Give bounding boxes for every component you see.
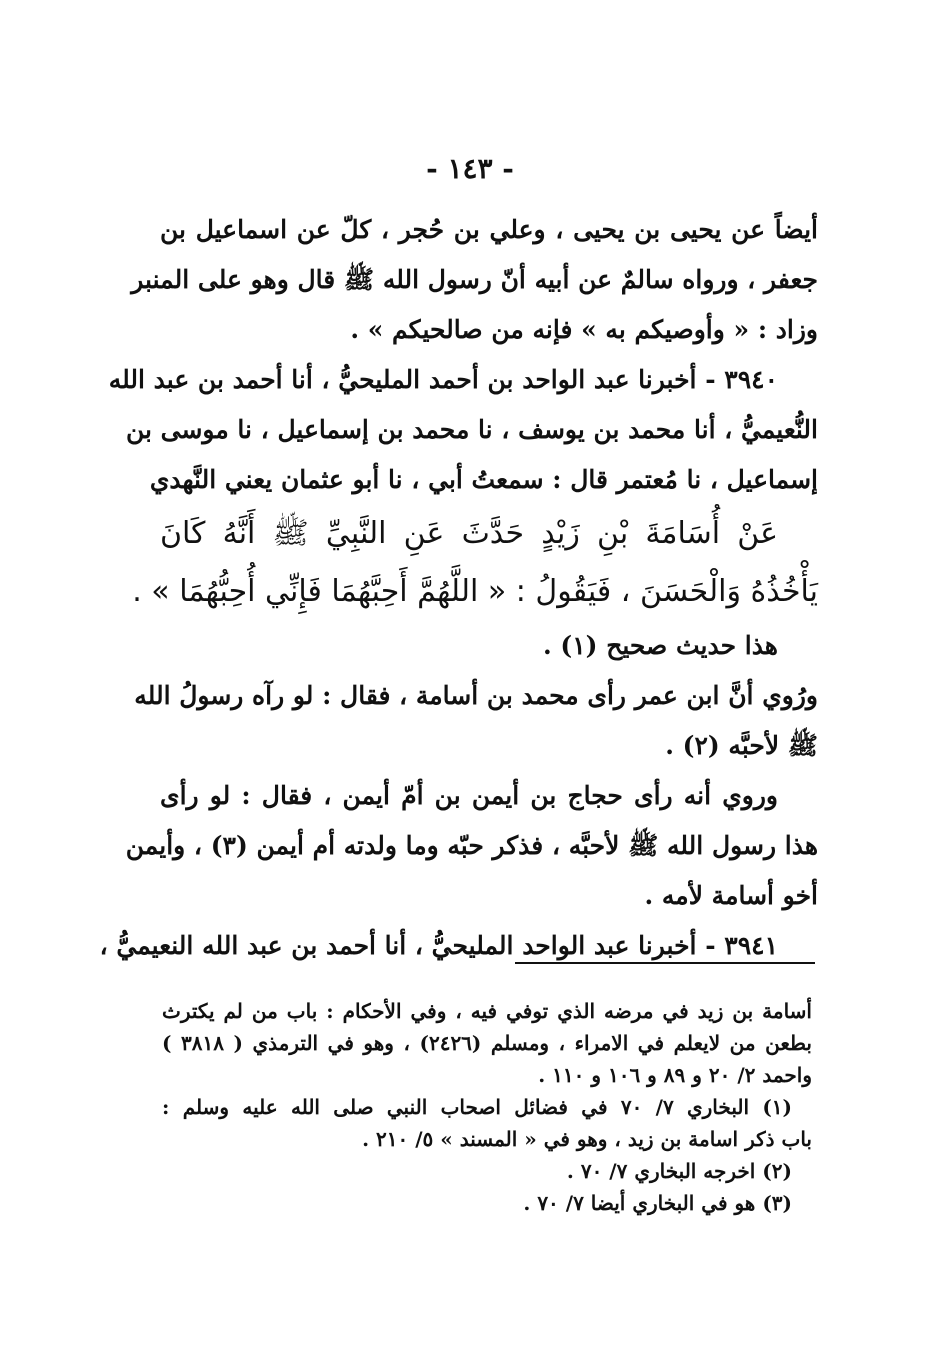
footnote-line: أسامة بن زيد في مرضه الذي توفي فيه ، وفي الأحكام : باب من لم يكترث — [162, 999, 812, 1023]
isnad-line: إسماعيل ، نا مُعتمر قال : سمعتُ أبي ، نا أبو عثمان يعني النَّهدي — [149, 465, 818, 494]
footnote-line: (١) البخاري ٧/ ٧٠ في فضائل اصحاب النبي صلى الله عليه وسلم : — [162, 1095, 792, 1119]
narration-line: ورُوي أنَّ ابن عمر رأى محمد بن أسامة ، فقال : لو رآه رسولُ الله — [134, 681, 818, 710]
footnotes — [162, 995, 812, 1219]
isnad-line: ٣٩٤٠ - أخبرنا عبد الواحد بن أحمد المليحيُّ ، أنا أحمد بن عبد الله — [108, 365, 778, 394]
page-number: - ١٤٣ - — [426, 152, 514, 185]
footnote-line: (٣) هو في البخاري أيضا ٧/ ٧٠ . — [523, 1191, 792, 1215]
text-line: وزاد : « وأوصيكم به » فإنه من صالحيكم » . — [350, 315, 818, 344]
main-text — [99, 205, 818, 971]
footnote-line: بطعن من لايعلم في الامراء ، ومسلم (٢٤٢٦) ، وهو في الترمذي ( ٣٨١٨ ) — [162, 1031, 812, 1055]
footnote-line: (٢) اخرجه البخاري ٧/ ٧٠ . — [566, 1159, 792, 1183]
narration-line: وروي أنه رأى حجاج بن أيمن بن أمّ أيمن ، فقال : لو رأى — [160, 781, 778, 810]
narration-line: ﷺ لأحبَّه (٢) . — [665, 731, 818, 760]
footnote-line: واحمد ٢/ ٢٠ و ٨٩ و ١٠٦ و ١١٠ . — [538, 1063, 812, 1087]
footnote-line: باب ذكر اسامة بن زيد ، وهو في « المسند » ٥/ ٢١٠ . — [362, 1127, 812, 1151]
footnote-divider — [515, 962, 815, 964]
isnad-line: ٣٩٤١ - أخبرنا عبد الواحد المليحيُّ ، أنا أحمد بن عبد الله النعيميُّ ، — [99, 931, 778, 960]
text-line: جعفر ، ورواه سالمٌ عن أبيه أنّ رسول الله ﷺ قال وهو على المنبر — [131, 265, 818, 294]
hadith-grade: هذا حديث صحيح (١) . — [542, 631, 778, 660]
narration-line: أخو أسامة لأمه . — [644, 881, 818, 910]
hadith-line: يَأْخُذُهُ وَالْحَسَنَ ، فَيَقُولُ : « اللَّهُمَّ أَحِبَّهُمَا فَإِنِّي أُحِبُّهُمَا » . — [132, 574, 818, 609]
isnad-line: النُّعيميُّ ، أنا محمد بن يوسف ، نا محمد بن إسماعيل ، نا موسى بن — [125, 415, 818, 444]
narration-line: هذا رسول الله ﷺ لأحبَّه ، فذكر حبّه وما ولدته أم أيمن (٣) ، وأيمن — [125, 831, 818, 860]
text-line: أيضاً عن يحيى بن يحيى ، وعلي بن حُجر ، كلّ عن اسماعيل بن — [160, 215, 818, 244]
hadith-line: عَنْ أُسَامَةَ بْنِ زَيْدٍ حَدَّثَ عَنِ النَّبِيِّ ﷺ أَنَّهُ كَانَ — [160, 516, 778, 551]
